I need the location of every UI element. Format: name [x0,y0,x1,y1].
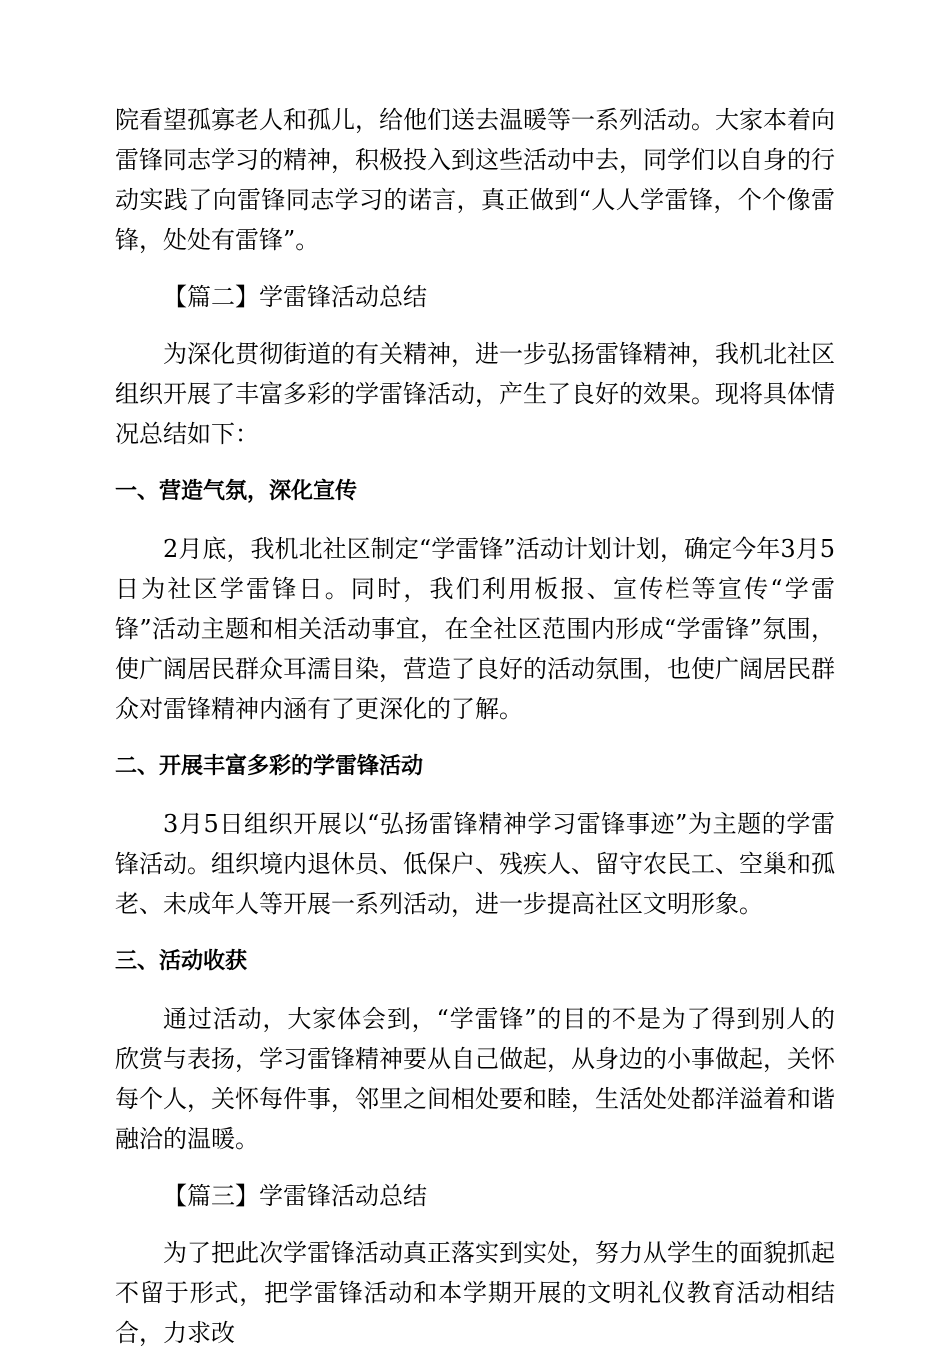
document-page [115,100,835,1353]
paragraph-section-one: 2月底，我机北社区制定“学雷锋”活动计划计划，确定今年3月5日为社区学雷锋日。同时，我们利用板报、宣传栏等宣传“学雷锋”活动主题和相关活动事宜，在全社区范围内形成“学雷锋”氛围，使广阔居民群众耳濡目染，营造了良好的活动氛围，也使广阔居民群众对雷锋精神内涵有了更深化的了解。 [115,535,835,723]
section-title-part-two: 【篇二】学雷锋活动总结 [163,283,427,311]
heading-section-one: 一、营造气氛，深化宣传 [115,479,358,504]
paragraph-section-three: 通过活动，大家体会到，“学雷锋”的目的不是为了得到别人的欣赏与表扬，学习雷锋精神要从自己做起，从身边的小事做起，关怀每个人，关怀每件事，邻里之间相处要和睦，生活处处都洋溢着和谐融洽的温暖。 [115,1005,835,1153]
heading-section-three: 三、活动收获 [115,949,248,974]
paragraph-part-three-intro: 为了把此次学雷锋活动真正落实到实处，努力从学生的面貌抓起不留于形式，把学雷锋活动和本学期开展的文明礼仪教育活动相结合，力求改 [115,1239,835,1347]
paragraph-part-two-intro: 为深化贯彻街道的有关精神，进一步弘扬雷锋精神，我机北社区组织开展了丰富多彩的学雷锋活动，产生了良好的效果。现将具体情况总结如下： [115,340,835,448]
heading-section-two: 二、开展丰富多彩的学雷锋活动 [115,754,424,779]
section-title-part-three: 【篇三】学雷锋活动总结 [163,1182,427,1210]
paragraph-intro-continuation: 院看望孤寡老人和孤儿，给他们送去温暖等一系列活动。大家本着向雷锋同志学习的精神，积极投入到这些活动中去，同学们以自身的行动实践了向雷锋同志学习的诺言，真正做到“人人学雷锋，个个像雷锋，处处有雷锋”。 [115,106,835,254]
paragraph-section-two: 3月5日组织开展以“弘扬雷锋精神学习雷锋事迹”为主题的学雷锋活动。组织境内退休员、低保户、残疾人、留守农民工、空巢和孤老、未成年人等开展一系列活动，进一步提高社区文明形象。 [115,810,835,918]
